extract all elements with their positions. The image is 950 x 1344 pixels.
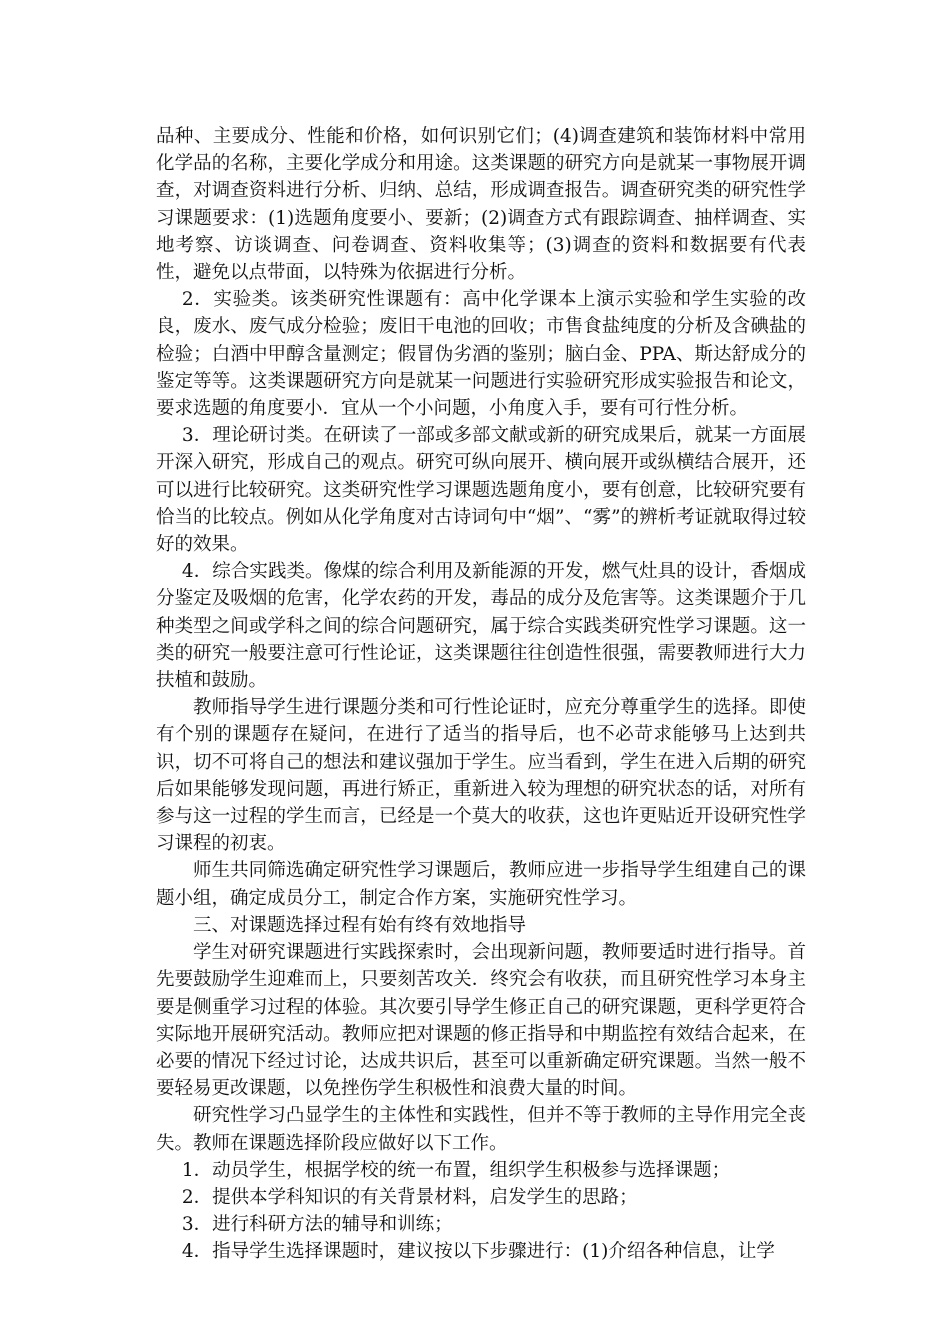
- paragraph-survey-continued: 品种、主要成分、性能和价格，如何识别它们；(4)调查建筑和装饰材料中常用化学品的名称，主要化学成分和用途。这类课题的研究方向是就某一事物展开调查，对调查资料进行分析、归纳、总结，形成调查报告。调查研究类的研究性学习课题要求：(1)选题角度要小、要新；(2)调查方式有跟踪调查、抽样调查、实地考察、访谈调查、问卷调查、资料收集等；(3)调查的资料和数据要有代表性，避免以点带面，以特殊为依据进行分析。: [156, 126, 806, 284]
- list-item-3: 3．进行科研方法的辅导和训练；: [181, 1214, 453, 1236]
- list-item-2: 2．提供本学科知识的有关背景材料，启发学生的思路；: [181, 1186, 638, 1208]
- document-body: [156, 123, 806, 1266]
- list-item-1: 1．动员学生，根据学校的统一布置，组织学生积极参与选择课题；: [181, 1159, 731, 1181]
- list-item-4: 4．指导学生选择课题时，建议按以下步骤进行：(1)介绍各种信息，让学: [181, 1241, 775, 1263]
- paragraph-experiment-type: 2．实验类。该类研究性课题有：高中化学课本上演示实验和学生实验的改良，废水、废气成分检验；废旧干电池的回收；市售食盐纯度的分析及含碘盐的检验；白酒中甲醇含量测定；假冒伪劣酒的鉴别；脑白金、PPA、斯达舒成分的鉴定等等。这类课题研究方向是就某一问题进行实验研究形成实验报告和论文，要求选题的角度要小．宜从一个小问题，小角度入手，要有可行性分析。: [156, 289, 806, 420]
- paragraph-theory-type: 3．理论研讨类。在研读了一部或多部文献或新的研究成果后，就某一方面展开深入研究，形成自己的观点。研究可纵向展开、横向展开或纵横结合展开，还可以进行比较研究。这类研究性学习课题选题角度小，要有创意，比较研究要有恰当的比较点。例如从化学角度对古诗词句中“烟”、“雾”的辨析考证就取得过较好的效果。: [156, 425, 806, 556]
- paragraph-respect-choice: 教师指导学生进行课题分类和可行性论证时，应充分尊重学生的选择。即使有个别的课题存在疑问，在进行了适当的指导后，也不必苛求能够马上达到共识，切不可将自己的想法和建议强加于学生。应当看到，学生在进入后期的研究后如果能够发现问题，再进行矫正，重新进入较为理想的研究状态的话，对所有参与这一过程的学生而言，已经是一个莫大的收获，这也许更贴近开设研究性学习课程的初衷。: [156, 697, 806, 855]
- paragraph-group-formation: 师生共同筛选确定研究性学习课题后，教师应进一步指导学生组建自己的课题小组，确定成员分工，制定合作方案，实施研究性学习。: [156, 860, 806, 909]
- paragraph-guidance-process: 学生对研究课题进行实践探索时，会出现新问题，教师要适时进行指导。首先要鼓励学生迎难而上，只要刻苦攻关．终究会有收获，而且研究性学习本身主要是侧重学习过程的体验。其次要引导学生修正自己的研究课题，更科学更符合实际地开展研究活动。教师应把对课题的修正指导和中期监控有效结合起来，在必要的情况下经过讨论，达成共识后，甚至可以重新确定研究课题。当然一般不要轻易更改课题，以免挫伤学生积极性和浪费大量的时间。: [156, 942, 806, 1100]
- paragraph-practice-type: 4．综合实践类。像煤的综合利用及新能源的开发，燃气灶具的设计，香烟成分鉴定及吸烟的危害，化学农药的开发，毒品的成分及危害等。这类课题介于几种类型之间或学科之间的综合问题研究，属于综合实践类研究性学习课题。这一类的研究一般要注意可行性论证，这类课题往往创造性很强，需要教师进行大力扶植和鼓励。: [156, 561, 806, 692]
- paragraph-teacher-role: 研究性学习凸显学生的主体性和实践性，但并不等于教师的主导作用完全丧失。教师在课题选择阶段应做好以下工作。: [156, 1105, 806, 1154]
- section-heading-three: 三、对课题选择过程有始有终有效地指导: [193, 914, 527, 936]
